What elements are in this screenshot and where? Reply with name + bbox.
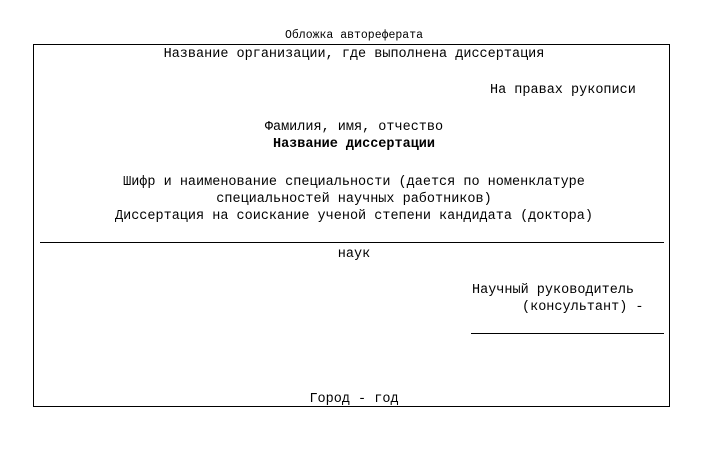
page-caption: Обложка автореферата — [284, 29, 424, 42]
supervisor-label: Научный руководитель — [472, 283, 635, 298]
author-name: Фамилия, имя, отчество — [264, 120, 444, 135]
degree-field-underline — [40, 242, 664, 243]
specialty-line-2: специальностей научных работников) — [216, 192, 492, 207]
sciences-word: наук — [337, 247, 371, 262]
organization-name: Название организации, где выполнена диссертация — [163, 47, 545, 62]
supervisor-name-underline — [471, 333, 664, 334]
consultant-label: (консультант) - — [522, 300, 644, 315]
specialty-line-1: Шифр и наименование специальности (дается по номенклатуре — [123, 175, 585, 190]
thesis-title: Название диссертации — [272, 137, 436, 152]
degree-line: Диссертация на соискание ученой степени кандидата (доктора) — [115, 209, 593, 224]
city-year: Город - год — [309, 392, 399, 407]
cover-frame — [33, 44, 670, 407]
manuscript-rights-note: На правах рукописи — [490, 83, 636, 98]
